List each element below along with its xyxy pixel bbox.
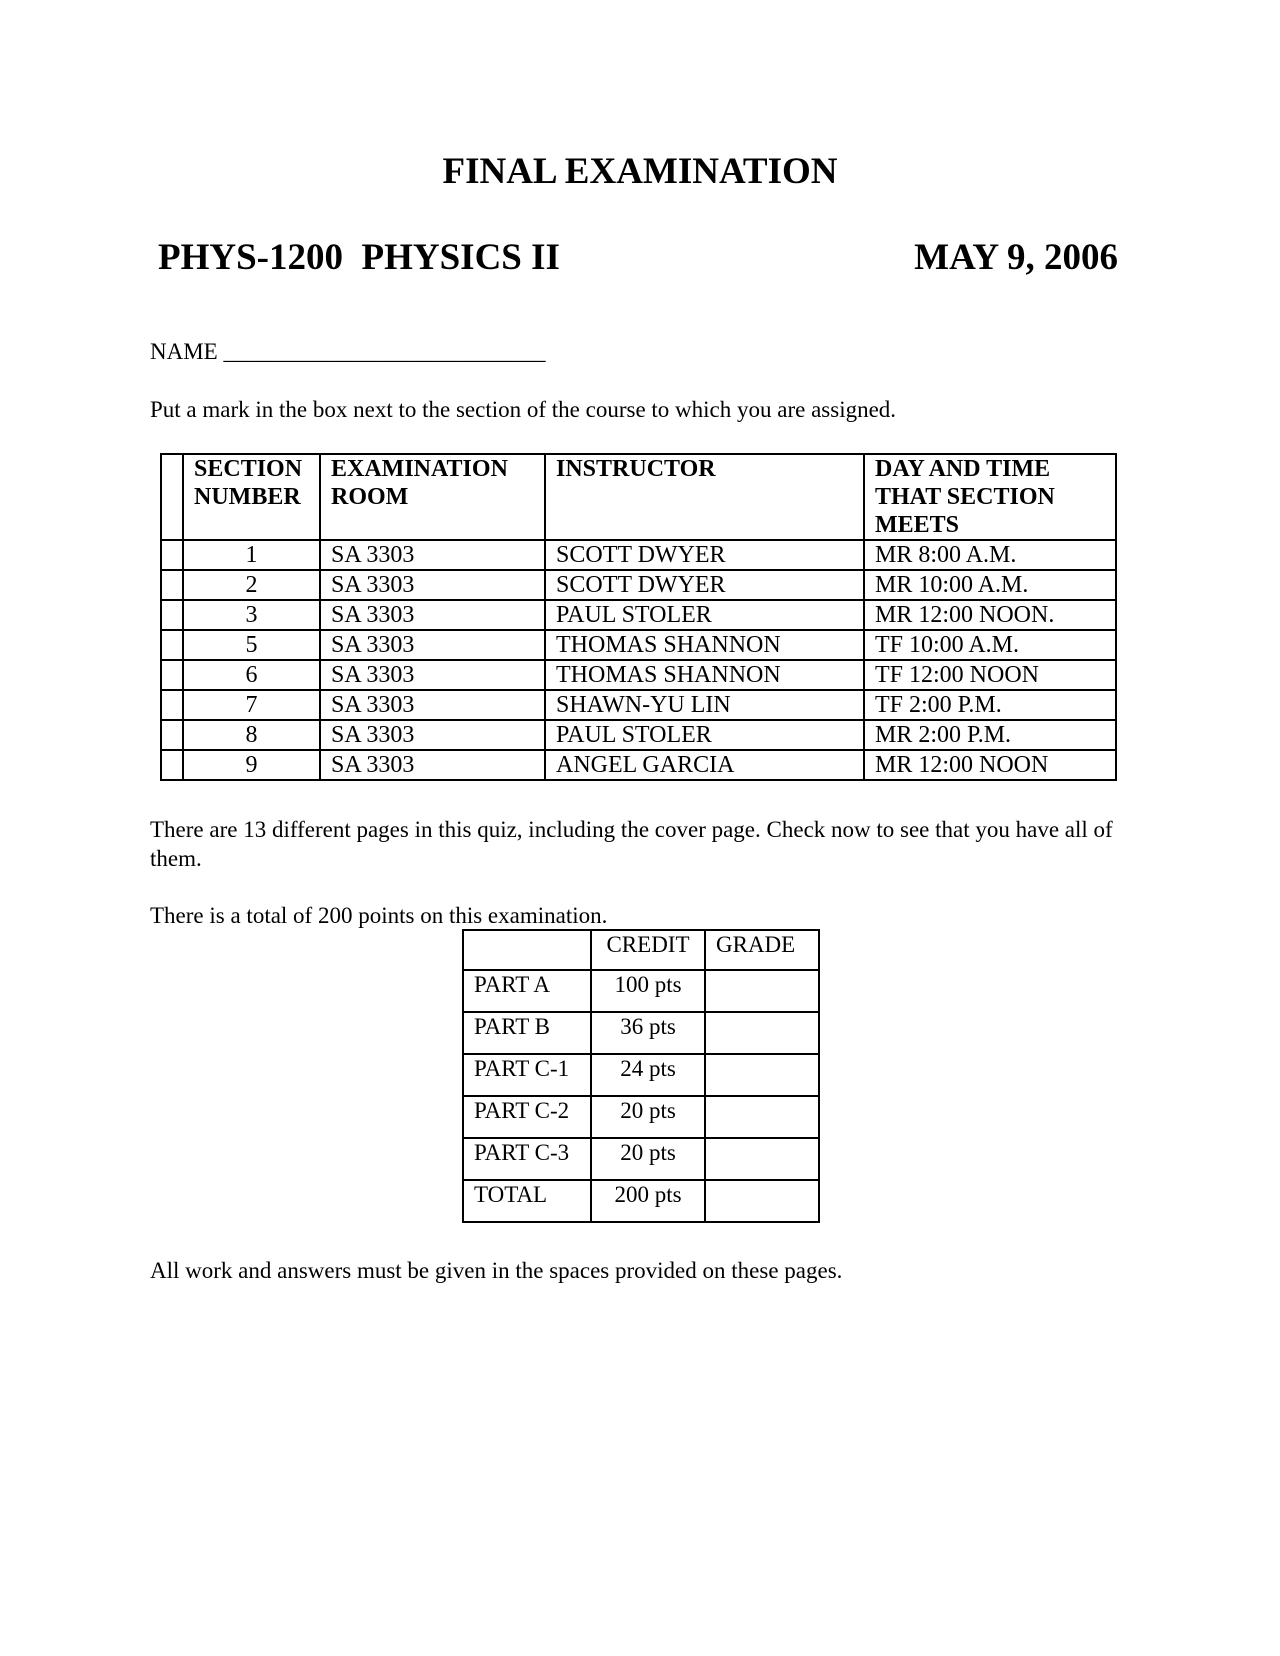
part-credit: 20 pts [591, 1138, 705, 1180]
part-grade[interactable] [705, 1138, 819, 1180]
grade-table [462, 929, 820, 1223]
part-credit: 20 pts [591, 1096, 705, 1138]
mark-box[interactable] [161, 690, 183, 720]
name-field: NAME ____________________________ [150, 339, 546, 364]
exam-room: SA 3303 [320, 660, 545, 690]
section-number: 2 [183, 570, 320, 600]
section-number: 8 [183, 720, 320, 750]
day-time: TF 10:00 A.M. [864, 630, 1116, 660]
grade-header-credit: CREDIT [591, 930, 705, 970]
page-title: FINAL EXAMINATION [442, 151, 838, 192]
mark-box[interactable] [161, 750, 183, 780]
part-label: PART B [463, 1012, 591, 1054]
part-label: PART C-1 [463, 1054, 591, 1096]
table-row [161, 600, 1116, 630]
instructor: ANGEL GARCIA [545, 750, 864, 780]
table-row [161, 660, 1116, 690]
section-number: 1 [183, 540, 320, 570]
day-time: MR 2:00 P.M. [864, 720, 1116, 750]
part-label: PART C-3 [463, 1138, 591, 1180]
part-label: PART C-2 [463, 1096, 591, 1138]
header-instructor: INSTRUCTOR [545, 454, 864, 540]
mark-box[interactable] [161, 600, 183, 630]
course-code-name: PHYS-1200 PHYSICS II [158, 237, 560, 278]
part-grade[interactable] [705, 1054, 819, 1096]
header-exam-room: EXAMINATION ROOM [320, 454, 545, 540]
part-credit: 36 pts [591, 1012, 705, 1054]
mark-box[interactable] [161, 630, 183, 660]
section-instruction: Put a mark in the box next to the section of the course to which you are assigned. [150, 397, 897, 422]
header-day-time: DAY AND TIME THAT SECTION MEETS [864, 454, 1116, 540]
day-time: MR 10:00 A.M. [864, 570, 1116, 600]
sections-header-row [161, 454, 1116, 540]
part-grade[interactable] [705, 1012, 819, 1054]
section-number: 9 [183, 750, 320, 780]
part-label: PART A [463, 970, 591, 1012]
table-row [463, 1180, 819, 1222]
instructor: THOMAS SHANNON [545, 660, 864, 690]
instructor: THOMAS SHANNON [545, 630, 864, 660]
table-row [463, 1138, 819, 1180]
exam-room: SA 3303 [320, 570, 545, 600]
part-grade[interactable] [705, 1096, 819, 1138]
part-credit: 100 pts [591, 970, 705, 1012]
part-credit: 200 pts [591, 1180, 705, 1222]
table-row [161, 570, 1116, 600]
pages-note: There are 13 different pages in this quiz, including the cover page. Check now to see that you have all of them. [150, 817, 1113, 871]
table-row [463, 1012, 819, 1054]
grade-header-grade: GRADE [705, 930, 819, 970]
exam-room: SA 3303 [320, 750, 545, 780]
instructor: SCOTT DWYER [545, 540, 864, 570]
exam-room: SA 3303 [320, 690, 545, 720]
table-row [161, 750, 1116, 780]
part-grade[interactable] [705, 970, 819, 1012]
table-row [463, 1054, 819, 1096]
day-time: TF 2:00 P.M. [864, 690, 1116, 720]
table-row [463, 1096, 819, 1138]
instructor: SCOTT DWYER [545, 570, 864, 600]
exam-room: SA 3303 [320, 720, 545, 750]
exam-room: SA 3303 [320, 540, 545, 570]
instructor: PAUL STOLER [545, 720, 864, 750]
table-row [463, 970, 819, 1012]
grade-header-row [463, 930, 819, 970]
footer-note: All work and answers must be given in the spaces provided on these pages. [150, 1258, 843, 1283]
table-row [161, 630, 1116, 660]
exam-room: SA 3303 [320, 600, 545, 630]
mark-box[interactable] [161, 720, 183, 750]
part-credit: 24 pts [591, 1054, 705, 1096]
exam-room: SA 3303 [320, 630, 545, 660]
day-time: MR 12:00 NOON [864, 750, 1116, 780]
course-line [158, 236, 1118, 280]
mark-box-header [161, 454, 183, 540]
sections-table [160, 453, 1117, 781]
grade-header-part [463, 930, 591, 970]
table-row [161, 690, 1116, 720]
section-number: 5 [183, 630, 320, 660]
part-label: TOTAL [463, 1180, 591, 1222]
total-points-note: There is a total of 200 points on this examination. [150, 903, 608, 928]
part-grade[interactable] [705, 1180, 819, 1222]
table-row [161, 720, 1116, 750]
day-time: TF 12:00 NOON [864, 660, 1116, 690]
header-section-number: SECTION NUMBER [183, 454, 320, 540]
day-time: MR 12:00 NOON. [864, 600, 1116, 630]
mark-box[interactable] [161, 660, 183, 690]
table-row [161, 540, 1116, 570]
section-number: 6 [183, 660, 320, 690]
instructor: SHAWN-YU LIN [545, 690, 864, 720]
section-number: 3 [183, 600, 320, 630]
day-time: MR 8:00 A.M. [864, 540, 1116, 570]
exam-date: MAY 9, 2006 [914, 237, 1118, 278]
section-number: 7 [183, 690, 320, 720]
instructor: PAUL STOLER [545, 600, 864, 630]
mark-box[interactable] [161, 540, 183, 570]
mark-box[interactable] [161, 570, 183, 600]
